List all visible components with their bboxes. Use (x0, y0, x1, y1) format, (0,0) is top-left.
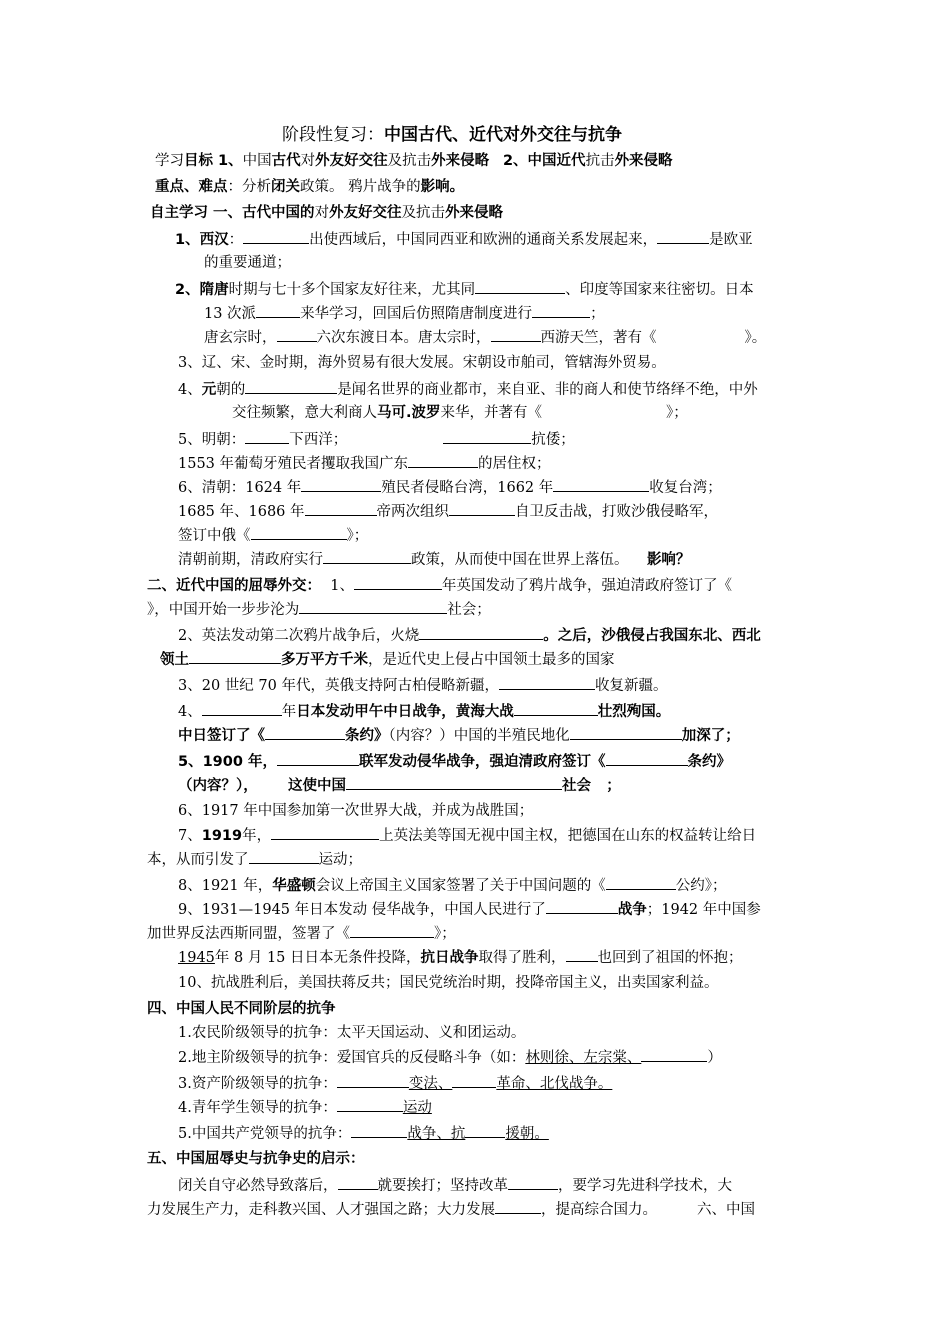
answer-blank[interactable] (606, 750, 688, 766)
item-1-western-han: 1、西汉： 出使西域后，中国同西亚和欧洲的通商关系发展起来， 是欧亚 (175, 228, 753, 251)
modern-item-7: 7、1919年， 上英法美等国无视中国主权，把德国在山东的权益转让给日 (178, 824, 756, 847)
modern-item-5: 5、1900 年， 联军发动侵华战争，强迫清政府签订《 条约》 (178, 750, 731, 773)
answer-blank[interactable] (305, 500, 377, 516)
section-1-heading: 自主学习 一、古代中国的对外友好交往及抗击外来侵略 (150, 205, 504, 221)
modern-item-5-line-2: （内容？）， 这使中国 社会 ； (178, 774, 621, 797)
lesson-line-2: 力发展生产力，走科教兴国、人才强国之路；大力发展 ，提高综合国力。 六、中国 (147, 1198, 755, 1221)
item-5-ming: 5、明朝： 下西洋； 抗倭； (178, 428, 575, 451)
item-4-line-2: 交往频繁，意大利商人马可.波罗来华，并著有《 》； (232, 405, 688, 421)
answer-blank[interactable] (202, 700, 282, 716)
item-4-yuan: 4、元朝的 是闻名世界的商业都市，来自亚、非的商人和使节络绎不绝，中外 (178, 378, 758, 401)
section-2-line-2: 》，中国开始一步步沦为 社会； (147, 598, 491, 621)
struggle-4: 4.青年学生领导的抗争： 运动 (178, 1096, 432, 1119)
section-4-heading: 四、中国人民不同阶层的抗争 (147, 1001, 336, 1017)
answer-blank[interactable] (354, 574, 442, 590)
item-6-line-4: 清朝前期，清政府实行 政策，从而使中国在世界上落伍。 影响？ (178, 548, 690, 571)
section-5-heading: 五、中国屈辱史与抗争史的启示： (147, 1151, 365, 1167)
answer-blank[interactable] (566, 946, 598, 962)
struggle-1: 1.农民阶级领导的抗争：太平天国运动、义和团运动。 (178, 1025, 526, 1041)
answer-blank[interactable] (553, 476, 649, 492)
modern-item-3: 3、20 世纪 70 年代，英俄支持阿古柏侵略新疆， 收复新疆。 (178, 674, 667, 697)
modern-item-10: 10、抗战胜利后，美国扶蒋反共；国民党统治时期，投降帝国主义，出卖国家利益。 (178, 975, 719, 991)
answer-blank[interactable] (249, 848, 319, 864)
answer-blank[interactable] (491, 326, 541, 342)
answer-blank[interactable] (641, 1046, 707, 1062)
answer-blank[interactable] (251, 524, 347, 540)
answer-blank[interactable] (419, 624, 543, 640)
modern-item-8: 8、1921 年，华盛顿会议上帝国主义国家签署了关于中国问题的《 公约》； (178, 874, 727, 897)
struggle-5: 5.中国共产党领导的抗争： 战争、抗 援朝。 (178, 1122, 549, 1145)
answer-blank[interactable] (495, 1198, 541, 1214)
answer-blank[interactable] (532, 302, 590, 318)
modern-item-7-line-2: 本，从而引发了 运动； (147, 848, 362, 871)
answer-blank[interactable] (189, 648, 281, 664)
key-points: 重点、难点：分析闭关政策。 鸦片战争的影响。 (155, 179, 465, 195)
answer-blank[interactable] (271, 824, 379, 840)
item-5-line-2: 1553 年葡萄牙殖民者攫取我国广东 的居住权； (178, 452, 551, 475)
answer-blank[interactable] (546, 898, 618, 914)
answer-blank[interactable] (606, 874, 676, 890)
lesson-line-1: 闭关自守必然导致落后， 就要挨打；坚持改革 ，要学习先进科学技术，大 (178, 1174, 732, 1197)
answer-blank[interactable] (570, 724, 682, 740)
item-3-liao-song-jin: 3、辽、宋、金时期，海外贸易有很大发展。宋朝设市舶司，管辖海外贸易。 (178, 355, 666, 371)
answer-blank[interactable] (323, 548, 411, 564)
answer-blank[interactable] (301, 476, 381, 492)
answer-blank[interactable] (475, 278, 565, 294)
answer-blank[interactable] (443, 428, 531, 444)
answer-blank[interactable] (243, 228, 309, 244)
answer-blank[interactable] (408, 452, 478, 468)
answer-blank[interactable] (346, 774, 562, 790)
item-2-line-2: 13 次派 来华学习，回国后仿照隋唐制度进行 ； (204, 302, 605, 325)
answer-blank[interactable] (299, 598, 447, 614)
answer-blank[interactable] (499, 674, 595, 690)
modern-item-4-line-2: 中日签订了《 条约》（内容？）中国的半殖民地化 加深了； (178, 724, 740, 747)
struggle-3: 3.资产阶级领导的抗争： 变法、 革命、北伐战争。 (178, 1072, 612, 1095)
answer-blank[interactable] (245, 428, 289, 444)
item-1-line-2: 的重要通道； (204, 255, 291, 271)
modern-item-4: 4、 年日本发动甲午中日战争，黄海大战 壮烈殉国。 (178, 700, 670, 723)
answer-blank[interactable] (514, 700, 598, 716)
answer-blank[interactable] (350, 922, 434, 938)
answer-blank[interactable] (256, 302, 300, 318)
item-2-line-3: 唐玄宗时， 六次东渡日本。唐太宗时， 西游天竺，著有《 》。 (204, 326, 766, 349)
item-6-line-2: 1685 年、1686 年 帝两次组织 自卫反击战，打败沙俄侵略军， (178, 500, 718, 523)
modern-item-9-line-3: 1945年 8 月 15 日日本无条件投降，抗日战争取得了胜利， 也回到了祖国的怀抱； (178, 946, 743, 969)
answer-blank[interactable] (245, 378, 337, 394)
answer-blank[interactable] (508, 1174, 558, 1190)
answer-blank[interactable] (657, 228, 709, 244)
section-2-heading: 二、近代中国的屈辱外交： 1、 年英国发动了鸦片战争，强迫清政府签订了《 (147, 574, 732, 597)
modern-item-2: 2、英法发动第二次鸦片战争后，火烧 。之后，沙俄侵占我国东北、西北 (178, 624, 761, 647)
answer-blank[interactable] (338, 1174, 378, 1190)
item-6-qing: 6、清朝：1624 年 殖民者侵略台湾，1662 年 收复台湾； (178, 476, 722, 499)
modern-item-2-line-2: 领土 多万平方千米，是近代史上侵占中国领土最多的国家 (160, 648, 615, 671)
answer-blank[interactable] (265, 724, 345, 740)
item-2-sui-tang: 2、隋唐时期与七十多个国家友好往来，尤其同 、印度等国家来往密切。日本 (175, 278, 754, 301)
modern-item-6: 6、1917 年中国参加第一次世界大战，并成为战胜国； (178, 803, 534, 819)
answer-blank[interactable] (277, 326, 317, 342)
answer-blank[interactable] (277, 750, 359, 766)
struggle-2: 2.地主阶级领导的抗争：爱国官兵的反侵略斗争（如：林则徐、左宗棠、 ） (178, 1046, 722, 1069)
modern-item-9-line-2: 加世界反法西斯同盟，签署了《 》； (147, 922, 456, 945)
item-6-line-3: 签订中俄《 》； (178, 524, 368, 547)
page-title: 阶段性复习：中国古代、近代对外交往与抗争 (282, 125, 622, 145)
answer-blank[interactable] (449, 500, 515, 516)
modern-item-9: 9、1931—1945 年日本发动 侵华战争，中国人民进行了 战争；1942 年中国参 (178, 898, 761, 921)
learning-goal: 学习目标 1、中国古代对外友好交往及抗击外来侵略 2、中国近代抗击外来侵略 (155, 153, 673, 169)
